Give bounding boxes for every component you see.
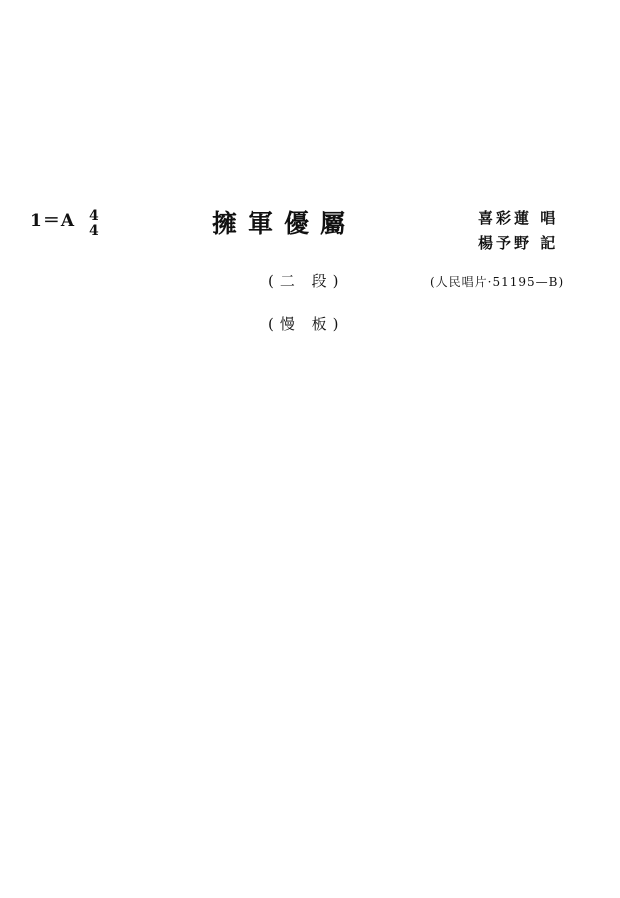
meter-numerator: 4 bbox=[89, 208, 99, 224]
credit-transcriber: 楊予野 記 bbox=[478, 234, 559, 252]
key-signature: 1＝A bbox=[30, 211, 76, 231]
time-signature bbox=[89, 209, 99, 238]
recording-source: (人民唱片·51195—B) bbox=[430, 275, 565, 289]
meter-denominator: 4 bbox=[89, 222, 99, 239]
credit-singer: 喜彩蓮 唱 bbox=[478, 209, 559, 227]
section-label: (二 段) bbox=[268, 272, 345, 290]
song-title: 擁軍優屬 bbox=[212, 209, 357, 238]
credits bbox=[478, 207, 558, 253]
tempo-marking: (慢 板) bbox=[268, 315, 345, 333]
key-signature-heading bbox=[30, 206, 99, 244]
